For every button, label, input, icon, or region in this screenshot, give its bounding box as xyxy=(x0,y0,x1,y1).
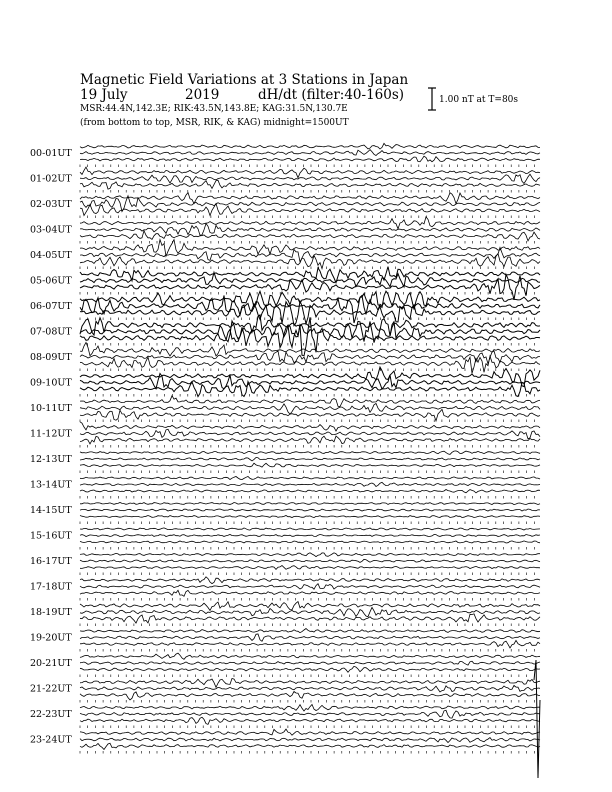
trace-line-rik xyxy=(80,559,540,562)
trace-row xyxy=(30,167,540,192)
trace-line-kag xyxy=(80,590,540,596)
trace-line-kag xyxy=(80,566,540,570)
trace-line-kag xyxy=(80,516,540,518)
trace-row xyxy=(30,396,540,422)
trace-row xyxy=(30,629,540,652)
row-time-label: 20-21UT xyxy=(30,658,72,669)
row-time-label: 04-05UT xyxy=(30,250,72,261)
trace-line-kag xyxy=(80,717,540,724)
row-time-label: 12-13UT xyxy=(30,454,72,465)
trace-line-msr xyxy=(80,653,540,659)
trace-line-msr xyxy=(80,577,540,584)
trace-line-kag xyxy=(80,541,540,543)
row-time-label: 21-22UT xyxy=(30,683,72,695)
trace-line-kag xyxy=(80,274,540,300)
trace-line-rik xyxy=(80,482,540,486)
row-time-label: 14-15UT xyxy=(30,505,72,516)
row-time-label: 06-07UT xyxy=(30,301,72,312)
row-time-label: 23-24UT xyxy=(30,734,72,746)
trace-row xyxy=(30,577,540,601)
trace-line-kag xyxy=(80,463,540,467)
trace-row xyxy=(30,653,540,677)
chart-title: Magnetic Field Variations at 3 Stations in Japan xyxy=(80,72,409,88)
trace-line-rik xyxy=(80,404,540,415)
trace-line-msr xyxy=(80,477,540,480)
trace-row xyxy=(30,193,540,218)
trace-line-kag xyxy=(80,231,540,241)
trace-line-msr xyxy=(80,553,540,557)
trace-row xyxy=(30,503,540,525)
trace-line-msr xyxy=(80,217,540,229)
trace-row xyxy=(30,451,540,473)
trace-row xyxy=(30,342,540,373)
trace-line-rik xyxy=(80,248,540,262)
trace-line-kag xyxy=(80,156,540,162)
trace-row xyxy=(30,705,540,729)
trace-line-kag xyxy=(80,180,540,189)
trace-rows xyxy=(30,143,540,778)
trace-line-msr xyxy=(80,705,540,712)
scale-bar xyxy=(428,88,436,110)
trace-line-rik xyxy=(80,634,540,641)
trace-line-rik xyxy=(80,509,540,511)
row-time-label: 01-02UT xyxy=(30,173,72,185)
trace-row xyxy=(30,422,540,448)
trace-line-msr xyxy=(80,396,540,407)
row-time-label: 19-20UT xyxy=(30,632,72,644)
trace-line-kag xyxy=(80,666,540,672)
trace-line-rik xyxy=(80,224,540,236)
trace-line-msr xyxy=(80,503,540,505)
trace-line-rik xyxy=(80,150,540,156)
trace-row xyxy=(30,143,540,167)
row-time-label: 02-03UT xyxy=(30,199,72,210)
trace-row xyxy=(30,217,540,244)
row-time-label: 18-19UT xyxy=(30,607,72,618)
large-spike-trace xyxy=(534,660,540,778)
row-time-label: 10-11UT xyxy=(30,403,72,414)
row-time-label: 13-14UT xyxy=(30,479,72,491)
trace-line-rik xyxy=(80,710,540,718)
trace-row xyxy=(30,240,540,269)
trace-row xyxy=(30,267,540,300)
trace-line-rik xyxy=(80,584,540,590)
trace-line-msr xyxy=(80,602,540,611)
trace-line-rik xyxy=(80,535,540,537)
trace-line-kag xyxy=(80,204,540,216)
trace-line-msr xyxy=(80,143,540,149)
trace-line-rik xyxy=(80,607,540,616)
order-note: (from bottom to top, MSR, RIK, & KAG) midnight=1500UT xyxy=(80,118,349,128)
row-time-label: 16-17UT xyxy=(30,556,72,567)
row-time-label: 11-12UT xyxy=(30,428,72,440)
trace-row xyxy=(30,553,540,575)
trace-line-msr xyxy=(80,679,540,688)
trace-row xyxy=(30,528,540,550)
scale-bar-label: 1.00 nT at T=80s xyxy=(439,95,519,105)
trace-line-msr xyxy=(80,422,540,431)
trace-line-kag xyxy=(80,743,540,749)
year-label: 2019 xyxy=(185,87,220,103)
trace-line-msr xyxy=(80,528,540,530)
trace-line-rik xyxy=(80,174,540,183)
row-time-label: 08-09UT xyxy=(30,352,72,363)
stations-label: MSR:44.4N,142.3E; RIK:43.5N,143.8E; KAG:31.5N,130.7E xyxy=(80,104,348,114)
row-time-label: 05-06UT xyxy=(30,275,72,287)
trace-line-rik xyxy=(80,458,540,461)
trace-line-rik xyxy=(80,429,540,439)
date-label: 19 July xyxy=(80,87,128,103)
row-time-label: 22-23UT xyxy=(30,709,72,720)
trace-line-msr xyxy=(80,167,540,178)
trace-row xyxy=(30,477,540,499)
trace-line-msr xyxy=(80,629,540,633)
row-time-label: 17-18UT xyxy=(30,581,72,593)
row-time-label: 03-04UT xyxy=(30,224,72,236)
trace-line-rik xyxy=(80,661,540,665)
trace-row xyxy=(30,679,540,703)
trace-line-rik xyxy=(80,738,540,743)
trace-line-rik xyxy=(80,685,540,692)
trace-row xyxy=(30,729,540,753)
trace-line-kag xyxy=(80,490,540,493)
mode-label: dH/dt (filter:40-160s) xyxy=(258,87,405,103)
trace-line-kag xyxy=(80,640,540,648)
trace-row xyxy=(30,602,540,626)
trace-line-kag xyxy=(80,692,540,700)
row-time-label: 15-16UT xyxy=(30,530,72,542)
trace-line-rik xyxy=(80,321,540,343)
trace-line-kag xyxy=(80,409,540,421)
trace-line-msr xyxy=(80,729,540,735)
trace-row xyxy=(30,291,540,325)
row-time-label: 07-08UT xyxy=(30,326,72,338)
trace-line-kag xyxy=(80,614,540,623)
trace-line-kag xyxy=(80,436,540,444)
row-time-label: 09-10UT xyxy=(30,377,72,389)
trace-line-msr xyxy=(80,451,540,455)
row-time-label: 00-01UT xyxy=(30,148,72,159)
trace-row xyxy=(30,367,540,397)
